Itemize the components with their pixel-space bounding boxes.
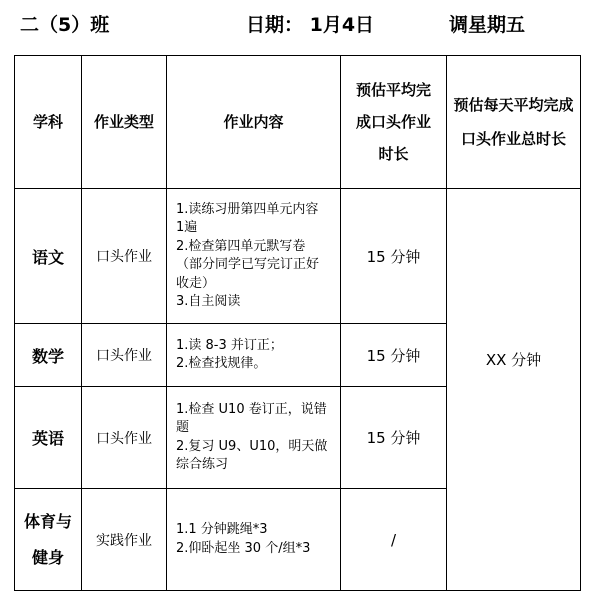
weekday-label: 调星期五 [449, 14, 526, 36]
page-header [0, 10, 596, 40]
subject-line: 语文 [31, 247, 64, 267]
content-cell [167, 489, 341, 591]
col-header-subject: 学科 [15, 56, 82, 189]
col-header-type: 作业类型 [82, 56, 167, 189]
content-line: 1遍 [176, 220, 198, 235]
content-cell [167, 324, 341, 387]
col-header-avg-time [341, 56, 447, 189]
col-header-content: 作业内容 [167, 56, 341, 189]
content-line: 2.检查第四单元默写卷 [176, 238, 306, 254]
subject-cell [15, 189, 82, 324]
content-line: 1.检查 U10 卷订正，说错 [176, 401, 327, 417]
time-cell: 15 分钟 [341, 324, 447, 387]
content-line: 3.自主阅读 [176, 294, 241, 309]
content-line: 1.1 分钟跳绳*3 [176, 522, 268, 537]
time-cell: / [341, 489, 447, 591]
subject-cell [15, 387, 82, 489]
subject-cell [15, 489, 82, 591]
type-cell: 实践作业 [82, 489, 167, 591]
type-cell: 口头作业 [82, 189, 167, 324]
subject-cell [15, 324, 82, 387]
content-cell [167, 387, 341, 489]
subject-line: 英语 [31, 429, 64, 448]
time-cell: 15 分钟 [341, 189, 447, 324]
subject-line: 体育与 [23, 511, 72, 531]
col-header-total-time-line: 预估每天平均完成 [453, 96, 574, 114]
col-header-total-time [447, 56, 581, 189]
subject-line: 数学 [31, 346, 64, 366]
type-cell: 口头作业 [82, 324, 167, 387]
type-cell: 口头作业 [82, 387, 167, 489]
date-label: 日期： 1月4日 [246, 14, 375, 36]
col-header-total-time-line: 口头作业总时长 [460, 130, 566, 148]
content-line: 1.读练习册第四单元内容 [176, 201, 319, 217]
table-row [15, 189, 581, 324]
content-line: 题 [176, 420, 190, 435]
content-line: 1.读 8-3 并订正； [176, 337, 283, 353]
header-row [15, 56, 581, 189]
content-line: 综合练习 [176, 457, 229, 472]
class-label: 二（5）班 [20, 14, 110, 36]
content-line: 2.仰卧起坐 30 个/组*3 [176, 540, 311, 556]
content-cell [167, 189, 341, 324]
col-header-avg-time-line: 成口头作业 [355, 113, 431, 131]
col-header-avg-time-line: 预估平均完 [355, 81, 431, 99]
total-time-cell: XX 分钟 [447, 189, 581, 591]
time-cell: 15 分钟 [341, 387, 447, 489]
col-header-avg-time-line: 时长 [378, 145, 409, 163]
content-line: 2.复习 U9、U10，明天做 [176, 438, 328, 454]
content-line: 2.检查找规律。 [176, 356, 267, 371]
subject-line: 健身 [31, 547, 64, 567]
content-line: 收走） [176, 275, 216, 291]
content-line: （部分同学已写完订正好 [176, 257, 320, 272]
homework-table [14, 55, 581, 591]
